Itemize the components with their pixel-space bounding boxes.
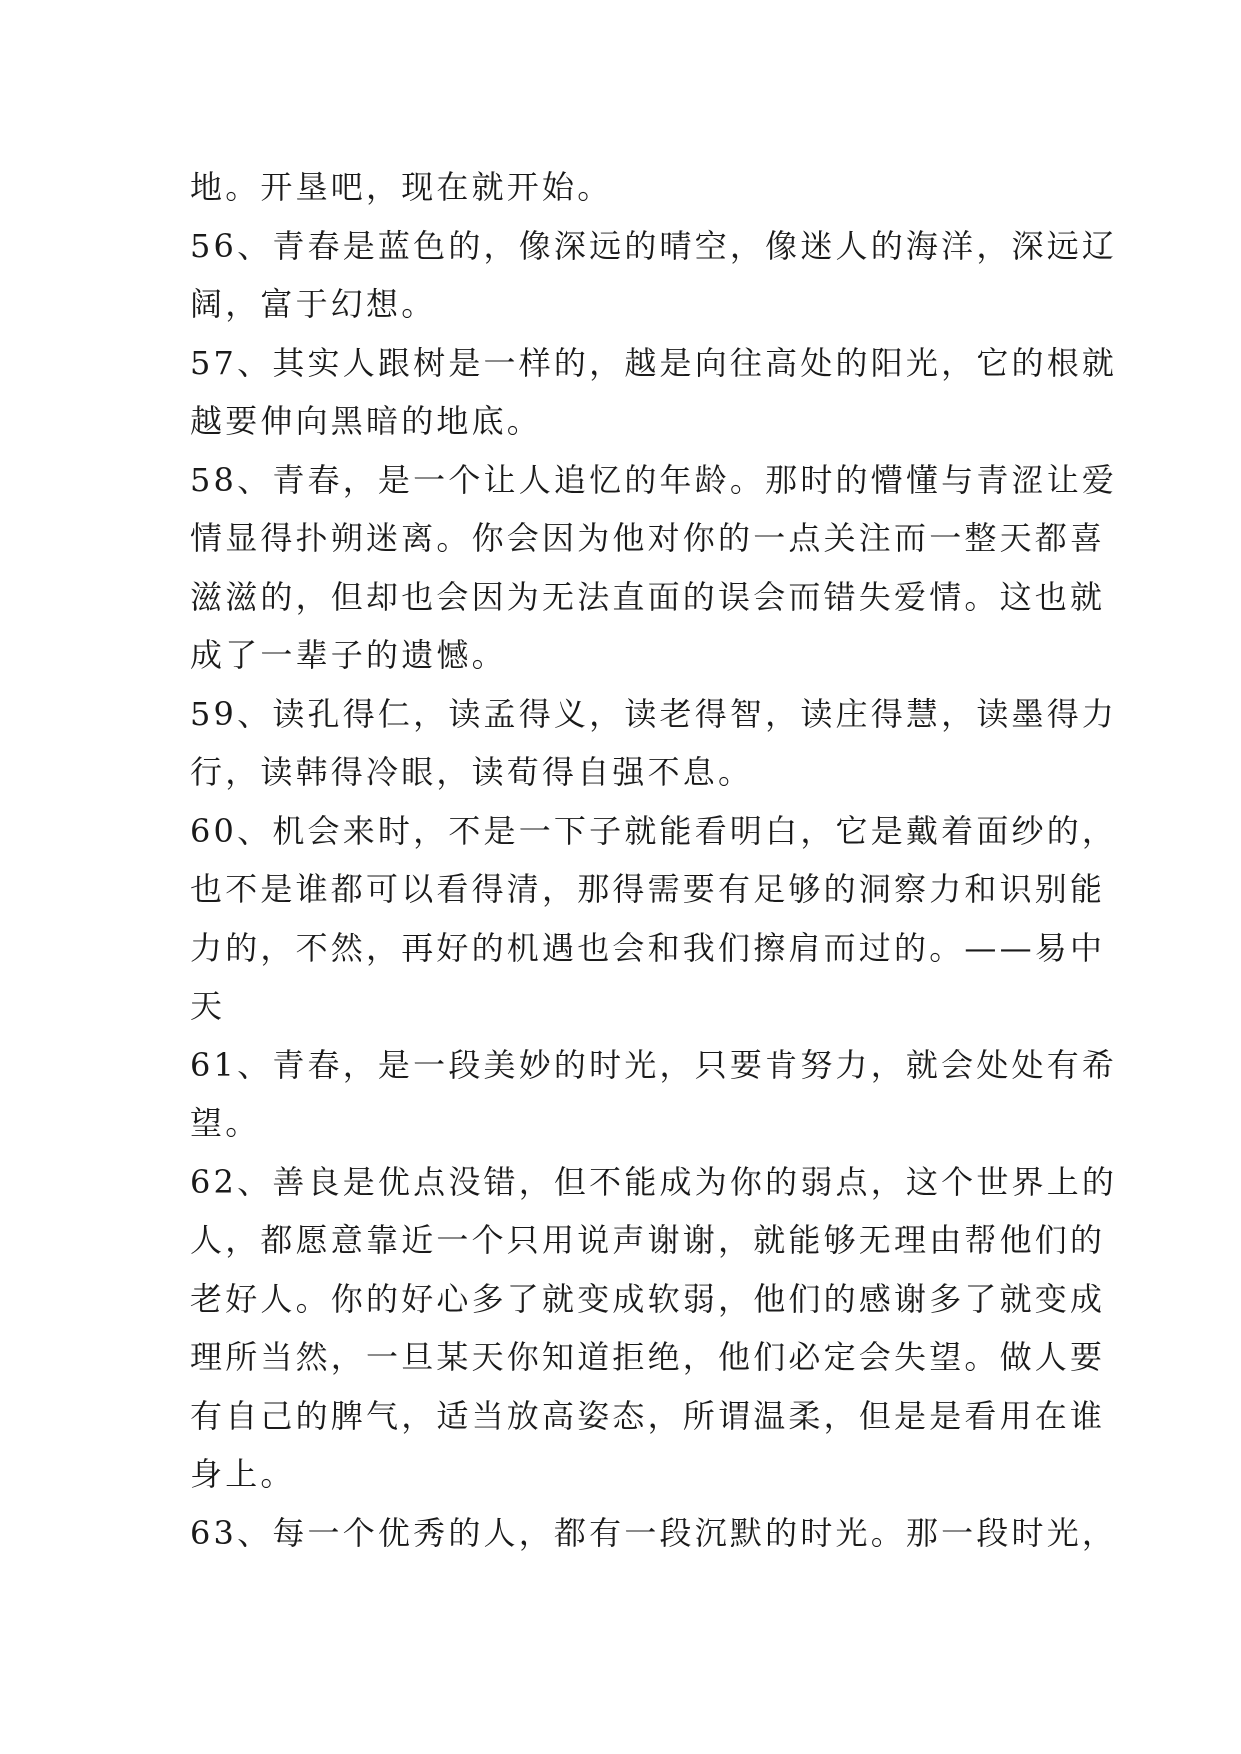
text-line: 56、青春是蓝色的，像深远的晴空，像迷人的海洋，深远辽 (190, 226, 1118, 265)
text-line: 阔，富于幻想。 (190, 285, 437, 323)
text-line: 60、机会来时，不是一下子就能看明白，它是戴着面纱的， (190, 811, 1118, 850)
text-line: 59、读孔得仁，读孟得义，读老得智，读庄得慧，读墨得力 (190, 694, 1118, 733)
text-line: 地。开垦吧，现在就开始。 (190, 168, 613, 206)
text-line: 老好人。你的好心多了就变成软弱，他们的感谢多了就变成 (190, 1279, 1106, 1318)
text-line: 身上。 (190, 1455, 296, 1493)
text-line: 滋滋的，但却也会因为无法直面的误会而错失爱情。这也就 (190, 577, 1106, 616)
text-line: 62、善良是优点没错，但不能成为你的弱点，这个世界上的 (190, 1162, 1118, 1201)
text-line: 越要伸向黑暗的地底。 (190, 402, 543, 440)
text-line: 行，读韩得冷眼，读荀得自强不息。 (190, 753, 754, 791)
document-body (190, 158, 1118, 1562)
text-line: 情显得扑朔迷离。你会因为他对你的一点关注而一整天都喜 (190, 519, 1106, 557)
text-line: 58、青春，是一个让人追忆的年龄。那时的懵懂与青涩让爱 (190, 460, 1118, 499)
text-line: 理所当然，一旦某天你知道拒绝，他们必定会失望。做人要 (190, 1338, 1106, 1376)
text-line: 63、每一个优秀的人，都有一段沉默的时光。那一段时光， (190, 1513, 1118, 1552)
text-line: 望。 (190, 1104, 261, 1142)
text-line: 也不是谁都可以看得清，那得需要有足够的洞察力和识别能 (190, 870, 1106, 908)
text-line: 人，都愿意靠近一个只用说声谢谢，就能够无理由帮他们的 (190, 1221, 1106, 1259)
text-line: 成了一辈子的遗憾。 (190, 636, 507, 674)
text-line: 天 (190, 987, 226, 1025)
text-line: 61、青春，是一段美妙的时光，只要肯努力，就会处处有希 (190, 1045, 1118, 1084)
text-line: 57、其实人跟树是一样的，越是向往高处的阳光，它的根就 (190, 343, 1118, 382)
text-line: 有自己的脾气，适当放高姿态，所谓温柔，但是是看用在谁 (190, 1396, 1106, 1435)
text-line: 力的，不然，再好的机遇也会和我们擦肩而过的。——易中 (190, 928, 1106, 967)
